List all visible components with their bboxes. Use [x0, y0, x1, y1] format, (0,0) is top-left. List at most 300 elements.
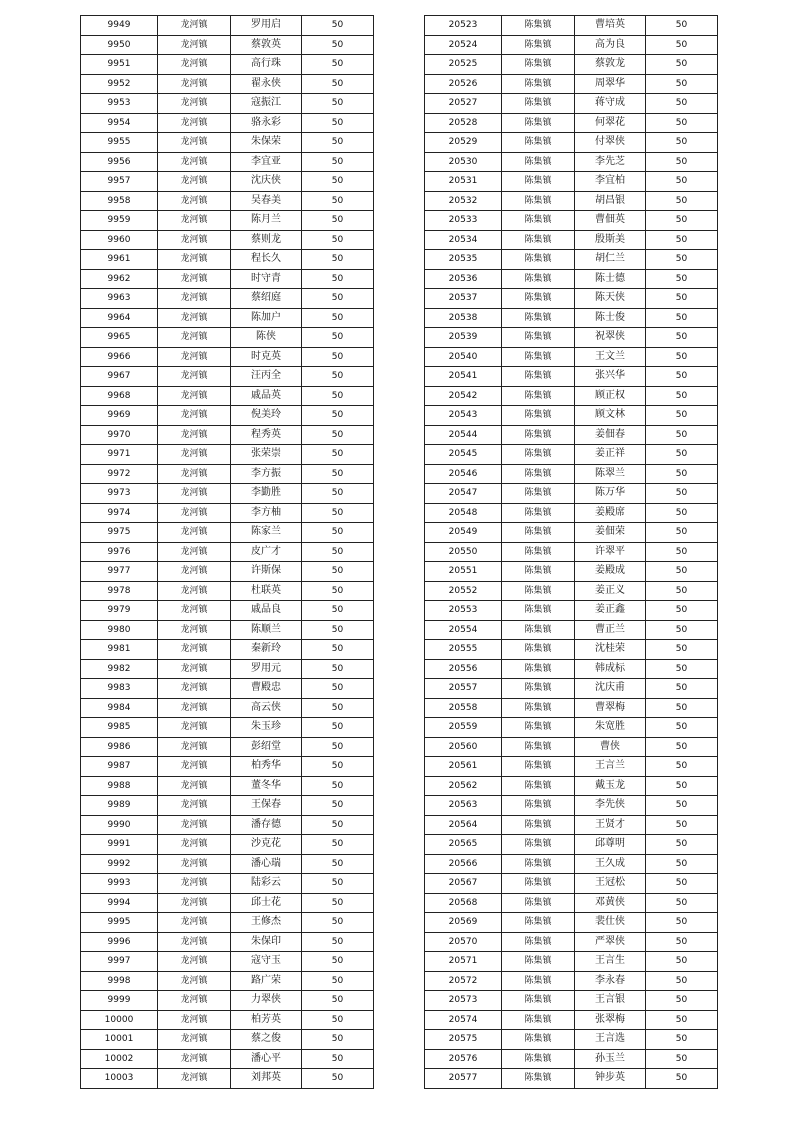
name-cell: 李先芝 — [575, 152, 646, 172]
amount-cell: 50 — [302, 562, 374, 582]
record-number-cell: 9982 — [81, 659, 158, 679]
amount-cell: 50 — [302, 718, 374, 738]
town-cell: 龙河镇 — [158, 35, 231, 55]
name-cell: 王修杰 — [231, 913, 302, 933]
amount-cell: 50 — [646, 347, 718, 367]
record-number-cell: 20555 — [425, 640, 502, 660]
record-number-cell: 9984 — [81, 698, 158, 718]
amount-cell: 50 — [646, 1069, 718, 1089]
name-cell: 路广荣 — [231, 971, 302, 991]
table-row — [425, 152, 718, 172]
town-cell: 陈集镇 — [502, 1010, 575, 1030]
name-cell: 蔡敦龙 — [575, 55, 646, 75]
table-row — [425, 55, 718, 75]
amount-cell: 50 — [646, 269, 718, 289]
table-row — [425, 718, 718, 738]
amount-cell: 50 — [646, 152, 718, 172]
record-number-cell: 20548 — [425, 503, 502, 523]
amount-cell: 50 — [646, 523, 718, 543]
record-number-cell: 9988 — [81, 776, 158, 796]
amount-cell: 50 — [302, 191, 374, 211]
name-cell: 陈士德 — [575, 269, 646, 289]
town-cell: 龙河镇 — [158, 523, 231, 543]
town-cell: 龙河镇 — [158, 367, 231, 387]
amount-cell: 50 — [302, 172, 374, 192]
name-cell: 时克英 — [231, 347, 302, 367]
amount-cell: 50 — [646, 328, 718, 348]
name-cell: 孙玉兰 — [575, 1049, 646, 1069]
record-number-cell: 20541 — [425, 367, 502, 387]
amount-cell: 50 — [646, 172, 718, 192]
table-row — [425, 854, 718, 874]
name-cell: 倪美玲 — [231, 406, 302, 426]
town-cell: 陈集镇 — [502, 679, 575, 699]
name-cell: 沙克花 — [231, 835, 302, 855]
record-number-cell: 20554 — [425, 620, 502, 640]
town-cell: 陈集镇 — [502, 211, 575, 231]
table-row — [81, 464, 374, 484]
amount-cell: 50 — [646, 659, 718, 679]
table-row — [81, 932, 374, 952]
amount-cell: 50 — [646, 874, 718, 894]
amount-cell: 50 — [302, 250, 374, 270]
town-cell: 龙河镇 — [158, 893, 231, 913]
record-number-cell: 9979 — [81, 601, 158, 621]
town-cell: 龙河镇 — [158, 952, 231, 972]
amount-cell: 50 — [302, 152, 374, 172]
amount-cell: 50 — [646, 484, 718, 504]
record-number-cell: 9983 — [81, 679, 158, 699]
record-number-cell: 9998 — [81, 971, 158, 991]
table-row — [81, 640, 374, 660]
name-cell: 陈月兰 — [231, 211, 302, 231]
table-row — [81, 484, 374, 504]
town-cell: 陈集镇 — [502, 152, 575, 172]
name-cell: 戴玉龙 — [575, 776, 646, 796]
amount-cell: 50 — [646, 737, 718, 757]
town-cell: 龙河镇 — [158, 1030, 231, 1050]
record-number-cell: 20558 — [425, 698, 502, 718]
town-cell: 陈集镇 — [502, 308, 575, 328]
name-cell: 曹佃英 — [575, 211, 646, 231]
name-cell: 顾正权 — [575, 386, 646, 406]
table-row — [425, 698, 718, 718]
record-number-cell: 20544 — [425, 425, 502, 445]
record-number-cell: 9950 — [81, 35, 158, 55]
table-row — [425, 133, 718, 153]
name-cell: 戚品良 — [231, 601, 302, 621]
record-number-cell: 9978 — [81, 581, 158, 601]
name-cell: 王言兰 — [575, 757, 646, 777]
name-cell: 王言银 — [575, 991, 646, 1011]
town-cell: 陈集镇 — [502, 601, 575, 621]
table-row — [425, 991, 718, 1011]
town-cell: 陈集镇 — [502, 464, 575, 484]
table-row — [81, 503, 374, 523]
amount-cell: 50 — [302, 133, 374, 153]
amount-cell: 50 — [302, 542, 374, 562]
town-cell: 陈集镇 — [502, 562, 575, 582]
town-cell: 龙河镇 — [158, 308, 231, 328]
record-number-cell: 20567 — [425, 874, 502, 894]
table-row — [81, 230, 374, 250]
name-cell: 时守青 — [231, 269, 302, 289]
record-number-cell: 9955 — [81, 133, 158, 153]
record-number-cell: 20575 — [425, 1030, 502, 1050]
town-cell: 陈集镇 — [502, 854, 575, 874]
amount-cell: 50 — [302, 55, 374, 75]
record-number-cell: 9990 — [81, 815, 158, 835]
amount-cell: 50 — [302, 796, 374, 816]
record-number-cell: 20523 — [425, 16, 502, 36]
town-cell: 陈集镇 — [502, 815, 575, 835]
amount-cell: 50 — [302, 932, 374, 952]
name-cell: 程秀英 — [231, 425, 302, 445]
record-number-cell: 9960 — [81, 230, 158, 250]
amount-cell: 50 — [646, 230, 718, 250]
table-row — [425, 464, 718, 484]
amount-cell: 50 — [646, 211, 718, 231]
record-number-cell: 20564 — [425, 815, 502, 835]
record-number-cell: 9986 — [81, 737, 158, 757]
record-number-cell: 9957 — [81, 172, 158, 192]
name-cell: 王言选 — [575, 1030, 646, 1050]
record-number-cell: 20552 — [425, 581, 502, 601]
table-row — [425, 484, 718, 504]
table-row — [81, 679, 374, 699]
record-number-cell: 10001 — [81, 1030, 158, 1050]
record-number-cell: 9995 — [81, 913, 158, 933]
record-number-cell: 20526 — [425, 74, 502, 94]
table-row — [425, 172, 718, 192]
town-cell: 龙河镇 — [158, 269, 231, 289]
table-row — [81, 523, 374, 543]
name-cell: 李宜亚 — [231, 152, 302, 172]
name-cell: 蔡之俊 — [231, 1030, 302, 1050]
amount-cell: 50 — [646, 698, 718, 718]
town-cell: 龙河镇 — [158, 211, 231, 231]
record-number-cell: 9973 — [81, 484, 158, 504]
table-row — [81, 367, 374, 387]
name-cell: 韩成标 — [575, 659, 646, 679]
table-row — [81, 1010, 374, 1030]
name-cell: 程长久 — [231, 250, 302, 270]
amount-cell: 50 — [646, 971, 718, 991]
amount-cell: 50 — [646, 367, 718, 387]
name-cell: 秦新玲 — [231, 640, 302, 660]
amount-cell: 50 — [302, 1010, 374, 1030]
name-cell: 朱保印 — [231, 932, 302, 952]
amount-cell: 50 — [646, 620, 718, 640]
name-cell: 姜正义 — [575, 581, 646, 601]
town-cell: 龙河镇 — [158, 406, 231, 426]
amount-cell: 50 — [302, 211, 374, 231]
name-cell: 曹殿忠 — [231, 679, 302, 699]
record-number-cell: 20557 — [425, 679, 502, 699]
amount-cell: 50 — [646, 191, 718, 211]
town-cell: 陈集镇 — [502, 347, 575, 367]
town-cell: 龙河镇 — [158, 640, 231, 660]
table-row — [81, 308, 374, 328]
table-row — [81, 1069, 374, 1089]
table-row — [425, 191, 718, 211]
town-cell: 陈集镇 — [502, 932, 575, 952]
name-cell: 蔡敦英 — [231, 35, 302, 55]
town-cell: 龙河镇 — [158, 386, 231, 406]
amount-cell: 50 — [302, 328, 374, 348]
record-number-cell: 9996 — [81, 932, 158, 952]
amount-cell: 50 — [646, 133, 718, 153]
record-number-cell: 20556 — [425, 659, 502, 679]
name-cell: 王冠松 — [575, 874, 646, 894]
table-row — [81, 445, 374, 465]
table-row — [425, 406, 718, 426]
table-row — [425, 971, 718, 991]
record-number-cell: 20560 — [425, 737, 502, 757]
record-number-cell: 9953 — [81, 94, 158, 114]
name-cell: 许翠平 — [575, 542, 646, 562]
town-cell: 陈集镇 — [502, 1049, 575, 1069]
record-number-cell: 9966 — [81, 347, 158, 367]
table-row — [425, 679, 718, 699]
table-row — [81, 269, 374, 289]
name-cell: 蒋守成 — [575, 94, 646, 114]
name-cell: 邓黄侠 — [575, 893, 646, 913]
table-row — [81, 737, 374, 757]
table-row — [81, 581, 374, 601]
record-number-cell: 9972 — [81, 464, 158, 484]
amount-cell: 50 — [646, 991, 718, 1011]
table-row — [81, 35, 374, 55]
table-row — [425, 445, 718, 465]
table-row — [425, 269, 718, 289]
table-row — [81, 854, 374, 874]
record-number-cell: 20534 — [425, 230, 502, 250]
name-cell: 姜殿席 — [575, 503, 646, 523]
record-number-cell: 20565 — [425, 835, 502, 855]
amount-cell: 50 — [646, 16, 718, 36]
amount-cell: 50 — [646, 913, 718, 933]
record-number-cell: 20527 — [425, 94, 502, 114]
amount-cell: 50 — [302, 35, 374, 55]
amount-cell: 50 — [302, 1069, 374, 1089]
name-cell: 姜正祥 — [575, 445, 646, 465]
name-cell: 朱宽胜 — [575, 718, 646, 738]
town-cell: 龙河镇 — [158, 289, 231, 309]
amount-cell: 50 — [302, 874, 374, 894]
table-row — [425, 835, 718, 855]
name-cell: 李永春 — [575, 971, 646, 991]
table-row — [81, 386, 374, 406]
table-row — [425, 737, 718, 757]
town-cell: 龙河镇 — [158, 601, 231, 621]
table-row — [425, 347, 718, 367]
table-row — [81, 1030, 374, 1050]
name-cell: 陈顺兰 — [231, 620, 302, 640]
table-row — [81, 971, 374, 991]
name-cell: 朱保荣 — [231, 133, 302, 153]
amount-cell: 50 — [646, 893, 718, 913]
table-row — [425, 757, 718, 777]
table-row — [425, 815, 718, 835]
table-row — [81, 562, 374, 582]
name-cell: 王保春 — [231, 796, 302, 816]
name-cell: 寇守玉 — [231, 952, 302, 972]
amount-cell: 50 — [302, 737, 374, 757]
town-cell: 龙河镇 — [158, 1049, 231, 1069]
name-cell: 蔡则龙 — [231, 230, 302, 250]
amount-cell: 50 — [302, 815, 374, 835]
amount-cell: 50 — [646, 74, 718, 94]
name-cell: 王贤才 — [575, 815, 646, 835]
name-cell: 高为良 — [575, 35, 646, 55]
amount-cell: 50 — [646, 542, 718, 562]
record-number-cell: 20577 — [425, 1069, 502, 1089]
name-cell: 胡仁兰 — [575, 250, 646, 270]
table-row — [425, 1049, 718, 1069]
table-row — [81, 289, 374, 309]
table-row — [81, 796, 374, 816]
name-cell: 张兴华 — [575, 367, 646, 387]
record-number-cell: 20543 — [425, 406, 502, 426]
ledger-table-left — [80, 15, 374, 1089]
name-cell: 力翠侠 — [231, 991, 302, 1011]
town-cell: 陈集镇 — [502, 718, 575, 738]
amount-cell: 50 — [302, 601, 374, 621]
amount-cell: 50 — [302, 659, 374, 679]
record-number-cell: 20533 — [425, 211, 502, 231]
name-cell: 潘心平 — [231, 1049, 302, 1069]
amount-cell: 50 — [302, 94, 374, 114]
town-cell: 陈集镇 — [502, 640, 575, 660]
record-number-cell: 9962 — [81, 269, 158, 289]
record-number-cell: 20562 — [425, 776, 502, 796]
name-cell: 戚品英 — [231, 386, 302, 406]
town-cell: 陈集镇 — [502, 874, 575, 894]
record-number-cell: 9977 — [81, 562, 158, 582]
record-number-cell: 9994 — [81, 893, 158, 913]
name-cell: 高云侠 — [231, 698, 302, 718]
name-cell: 邱尊明 — [575, 835, 646, 855]
name-cell: 骆永彩 — [231, 113, 302, 133]
amount-cell: 50 — [646, 1030, 718, 1050]
town-cell: 龙河镇 — [158, 55, 231, 75]
table-row — [425, 308, 718, 328]
amount-cell: 50 — [646, 113, 718, 133]
record-number-cell: 20551 — [425, 562, 502, 582]
town-cell: 龙河镇 — [158, 835, 231, 855]
amount-cell: 50 — [302, 893, 374, 913]
record-number-cell: 20539 — [425, 328, 502, 348]
name-cell: 许斯保 — [231, 562, 302, 582]
town-cell: 陈集镇 — [502, 250, 575, 270]
town-cell: 陈集镇 — [502, 386, 575, 406]
town-cell: 陈集镇 — [502, 328, 575, 348]
name-cell: 朱玉珍 — [231, 718, 302, 738]
record-number-cell: 20573 — [425, 991, 502, 1011]
table-row — [425, 230, 718, 250]
table-row — [425, 620, 718, 640]
record-number-cell: 9958 — [81, 191, 158, 211]
name-cell: 何翠花 — [575, 113, 646, 133]
amount-cell: 50 — [646, 679, 718, 699]
table-row — [81, 757, 374, 777]
amount-cell: 50 — [646, 835, 718, 855]
amount-cell: 50 — [302, 269, 374, 289]
name-cell: 李勤胜 — [231, 484, 302, 504]
table-row — [81, 172, 374, 192]
record-number-cell: 20531 — [425, 172, 502, 192]
amount-cell: 50 — [302, 113, 374, 133]
amount-cell: 50 — [302, 640, 374, 660]
table-row — [425, 289, 718, 309]
table-row — [81, 835, 374, 855]
table-row — [425, 211, 718, 231]
table-row — [81, 55, 374, 75]
amount-cell: 50 — [302, 230, 374, 250]
record-number-cell: 20524 — [425, 35, 502, 55]
name-cell: 杜联英 — [231, 581, 302, 601]
table-row — [425, 932, 718, 952]
name-cell: 柏芳英 — [231, 1010, 302, 1030]
table-row — [81, 601, 374, 621]
record-number-cell: 20568 — [425, 893, 502, 913]
table-row — [425, 35, 718, 55]
record-number-cell: 20553 — [425, 601, 502, 621]
town-cell: 龙河镇 — [158, 1010, 231, 1030]
amount-cell: 50 — [646, 776, 718, 796]
record-number-cell: 10000 — [81, 1010, 158, 1030]
table-row — [81, 152, 374, 172]
name-cell: 李先侠 — [575, 796, 646, 816]
town-cell: 龙河镇 — [158, 698, 231, 718]
town-cell: 陈集镇 — [502, 406, 575, 426]
town-cell: 陈集镇 — [502, 835, 575, 855]
town-cell: 陈集镇 — [502, 893, 575, 913]
table-row — [81, 406, 374, 426]
amount-cell: 50 — [302, 991, 374, 1011]
town-cell: 陈集镇 — [502, 503, 575, 523]
town-cell: 龙河镇 — [158, 562, 231, 582]
town-cell: 龙河镇 — [158, 757, 231, 777]
amount-cell: 50 — [646, 386, 718, 406]
amount-cell: 50 — [646, 640, 718, 660]
table-row — [81, 1049, 374, 1069]
town-cell: 陈集镇 — [502, 269, 575, 289]
town-cell: 陈集镇 — [502, 35, 575, 55]
town-cell: 陈集镇 — [502, 230, 575, 250]
town-cell: 陈集镇 — [502, 523, 575, 543]
table-row — [425, 659, 718, 679]
town-cell: 陈集镇 — [502, 94, 575, 114]
name-cell: 曹正兰 — [575, 620, 646, 640]
town-cell: 陈集镇 — [502, 74, 575, 94]
town-cell: 陈集镇 — [502, 445, 575, 465]
record-number-cell: 9991 — [81, 835, 158, 855]
name-cell: 曹侠 — [575, 737, 646, 757]
table-row — [425, 328, 718, 348]
record-number-cell: 20538 — [425, 308, 502, 328]
amount-cell: 50 — [302, 854, 374, 874]
name-cell: 董冬华 — [231, 776, 302, 796]
amount-cell: 50 — [646, 94, 718, 114]
table-row — [425, 367, 718, 387]
table-row — [81, 815, 374, 835]
name-cell: 彭绍堂 — [231, 737, 302, 757]
record-number-cell: 9993 — [81, 874, 158, 894]
record-number-cell: 10002 — [81, 1049, 158, 1069]
table-row — [425, 113, 718, 133]
